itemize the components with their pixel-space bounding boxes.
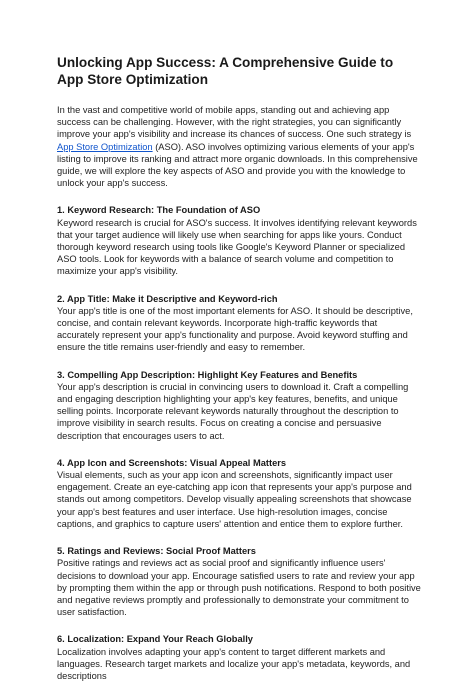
section-body: Localization involves adapting your app's content to target different markets and languages. Research target markets and localize your app's metadata, keywords, and descriptions xyxy=(57,646,411,681)
section-heading: 4. App Icon and Screenshots: Visual Appeal Matters xyxy=(57,457,287,468)
section-body: Your app's description is crucial in convincing users to download it. Craft a compelling and engaging description highlighting your app's key features, benefits, and unique selling points. Incorporate relevant keywords naturally throughout the description to improve visibility in search results. Focus on creating a concise and persuasive description that encourages users to act. xyxy=(57,381,409,441)
section-heading: 6. Localization: Expand Your Reach Globally xyxy=(57,634,253,645)
intro-text-end: (ASO). ASO involves optimizing various elements of your app's listing to improve its ranking and attract more organic downloads. In this comprehensive guide, we will explore the key aspects of ASO and provide you with the knowledge to unlock your app's success. xyxy=(57,141,418,189)
section-app-description xyxy=(57,369,422,442)
section-heading: 1. Keyword Research: The Foundation of ASO xyxy=(57,205,261,216)
aso-link[interactable]: App Store Optimization xyxy=(57,141,153,152)
section-keyword-research xyxy=(57,204,422,277)
section-body: Positive ratings and reviews act as social proof and significantly influence users' decisions to download your app. Encourage satisfied users to rate and review your app by prompting them within the app or through push notifications. Respond to both positive and negative reviews promptly and professionally to demonstrate your commitment to user satisfaction. xyxy=(57,558,421,618)
section-body: Keyword research is crucial for ASO's success. It involves identifying relevant keywords that your target audience will likely use when searching for apps like yours. Conduct thorough keyword research using tools like Google's Keyword Planner or specialized ASO tools. Look for keywords with a balance of search volume and competition to maximize your app's visibility. xyxy=(57,217,417,277)
intro-paragraph xyxy=(57,104,422,189)
section-icon-screenshots xyxy=(57,457,422,530)
section-app-title xyxy=(57,293,422,354)
intro-text-start: In the vast and competitive world of mobile apps, standing out and achieving app success can be challenging. However, with the right strategies, you can significantly improve your app's visibility and increase its chances of success. One such strategy is xyxy=(57,105,412,140)
section-heading: 2. App Title: Make it Descriptive and Keyword-rich xyxy=(57,293,278,304)
section-body: Your app's title is one of the most important elements for ASO. It should be descriptive, concise, and contain relevant keywords. Incorporate high-traffic keywords that accurately represent your app's functionality and purpose. Avoid keyword stuffing and ensure the title remains user-friendly and easy to remember. xyxy=(57,305,413,353)
section-heading: 3. Compelling App Description: Highlight Key Features and Benefits xyxy=(57,369,358,380)
section-body: Visual elements, such as your app icon and screenshots, significantly impact user engagement. Create an eye-catching app icon that represents your app's purpose and stands out among competitors. Develop visually appealing screenshots that showcase your app's best features and user interface. Use high-resolution images, concise captions, and graphics to capture users' attention and entice them to explore further. xyxy=(57,470,412,529)
section-localization xyxy=(57,633,422,682)
document-page xyxy=(57,54,422,697)
section-heading: 5. Ratings and Reviews: Social Proof Matters xyxy=(57,546,256,557)
section-ratings-reviews xyxy=(57,545,422,618)
document-title: Unlocking App Success: A Comprehensive Guide to App Store Optimization xyxy=(57,55,394,87)
